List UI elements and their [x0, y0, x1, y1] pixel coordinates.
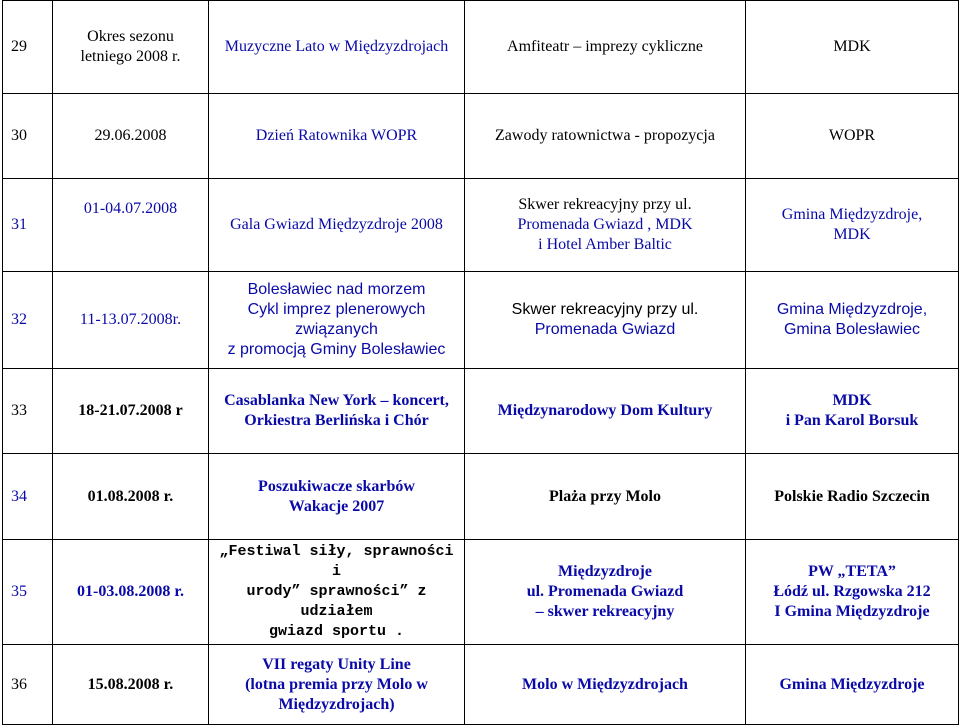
row-number: 36 — [3, 645, 53, 725]
place-cell: Skwer rekreacyjny przy ul. Promenada Gwiazd , MDK i Hotel Amber Baltic — [465, 179, 746, 272]
table-row — [3, 272, 959, 369]
organizer-cell: Gmina Międzyzdroje — [746, 645, 959, 725]
row-number: 30 — [3, 94, 53, 179]
place-cell: Międzyzdroje ul. Promenada Gwiazd – skwer rekreacyjny — [465, 540, 746, 645]
date-cell: 29.06.2008 — [53, 94, 209, 179]
event-cell: Poszukiwacze skarbów Wakacje 2007 — [209, 454, 465, 540]
date-cell: 01-04.07.2008 — [53, 179, 209, 272]
row-number: 33 — [3, 369, 53, 454]
event-cell: Bolesławiec nad morzem Cykl imprez plenerowych związanych z promocją Gminy Bolesławiec — [209, 272, 465, 369]
row-number: 29 — [3, 1, 53, 94]
event-cell: Muzyczne Lato w Międzyzdrojach — [209, 1, 465, 94]
date-cell: 01-03.08.2008 r. — [53, 540, 209, 645]
place-cell: Amfiteatr – imprezy cykliczne — [465, 1, 746, 94]
row-number: 35 — [3, 540, 53, 645]
table-row — [3, 369, 959, 454]
row-number: 34 — [3, 454, 53, 540]
table-row — [3, 454, 959, 540]
place-cell: Zawody ratownictwa - propozycja — [465, 94, 746, 179]
organizer-cell: WOPR — [746, 94, 959, 179]
date-cell: 01.08.2008 r. — [53, 454, 209, 540]
organizer-cell: MDK i Pan Karol Borsuk — [746, 369, 959, 454]
place-cell: Skwer rekreacyjny przy ul. Promenada Gwiazd — [465, 272, 746, 369]
organizer-cell: PW „TETA” Łódź ul. Rzgowska 212 I Gmina Międzyzdroje — [746, 540, 959, 645]
event-cell: Casablanka New York – koncert, Orkiestra Berlińska i Chór — [209, 369, 465, 454]
table-row — [3, 1, 959, 94]
organizer-cell: Gmina Międzyzdroje, Gmina Bolesławiec — [746, 272, 959, 369]
table-row — [3, 179, 959, 272]
event-cell: VII regaty Unity Line (lotna premia przy Molo w Międzyzdrojach) — [209, 645, 465, 725]
organizer-cell: Gmina Międzyzdroje, MDK — [746, 179, 959, 272]
organizer-cell: MDK — [746, 1, 959, 94]
events-table — [2, 0, 959, 725]
table-row — [3, 94, 959, 179]
table-row — [3, 645, 959, 725]
row-number: 31 — [3, 179, 53, 272]
row-number: 32 — [3, 272, 53, 369]
event-cell: Gala Gwiazd Międzyzdroje 2008 — [209, 179, 465, 272]
table-row — [3, 540, 959, 645]
place-cell: Międzynarodowy Dom Kultury — [465, 369, 746, 454]
place-cell: Molo w Międzyzdrojach — [465, 645, 746, 725]
place-cell: Plaża przy Molo — [465, 454, 746, 540]
event-cell: Dzień Ratownika WOPR — [209, 94, 465, 179]
date-cell: Okres sezonu letniego 2008 r. — [53, 1, 209, 94]
organizer-cell: Polskie Radio Szczecin — [746, 454, 959, 540]
date-cell: 18-21.07.2008 r — [53, 369, 209, 454]
event-cell: „Festiwal siły, sprawności i urody” sprawności” z udziałem gwiazd sportu . — [209, 540, 465, 645]
date-cell: 11-13.07.2008r. — [53, 272, 209, 369]
date-cell: 15.08.2008 r. — [53, 645, 209, 725]
